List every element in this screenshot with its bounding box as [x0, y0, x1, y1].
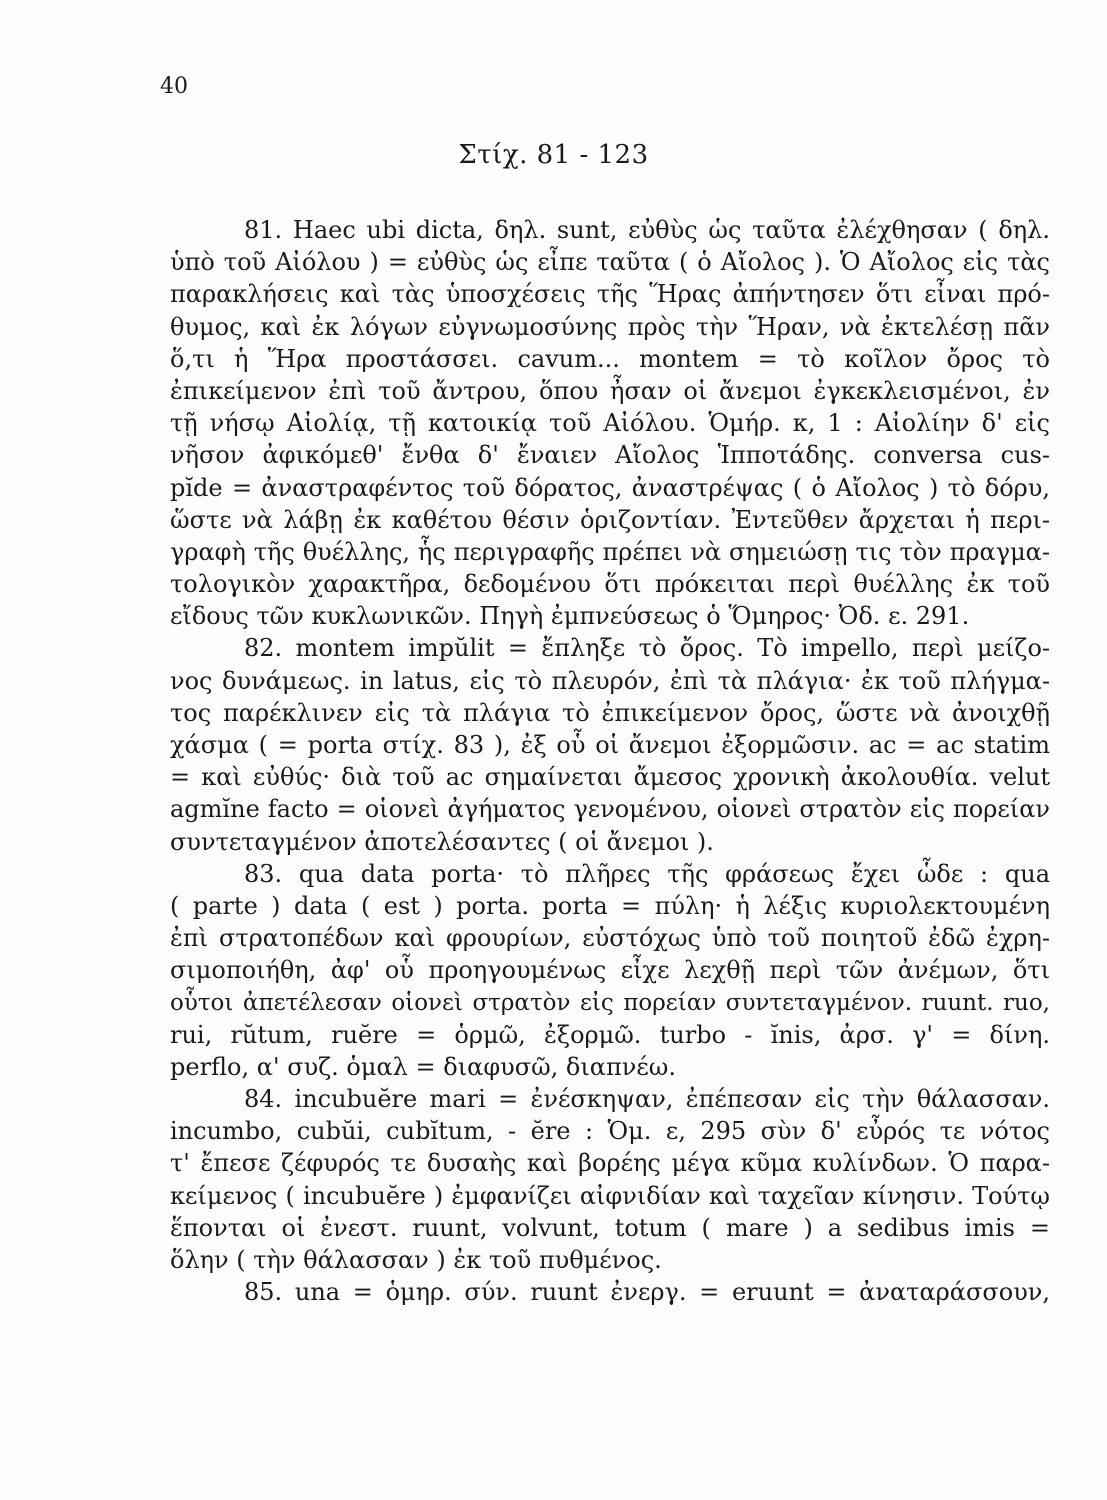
text-line: χάσμα ( = porta στίχ. 83 ), ἐξ οὗ οἱ ἄνεμοι ἐξορμῶσιν. ac = ac statim — [170, 731, 1050, 759]
text-line: 85. una = ὁμηρ. σύν. ruunt ἐνεργ. = eruunt = ἀναταράσσουν, — [244, 1278, 1050, 1307]
text-line: agmĭne facto = οἱονεὶ ἀγήματος γενομένου, οἱονεὶ στρατὸν εἰς πορείαν — [170, 795, 1050, 824]
text-line: παρακλήσεις καὶ τὰς ὑποσχέσεις τῆς Ἥρας ἀπήντησεν ὅτι εἶναι πρό- — [170, 280, 1050, 309]
text-line: εἴδους τῶν κυκλωνικῶν. Πηγὴ ἐμπνεύσεως ὁ Ὅμηρος· Ὀδ. ε. 291. — [170, 602, 970, 631]
text-line: ( parte ) data ( est ) porta. porta = πύλη· ἡ λέξις κυριολεκτουμένη — [170, 891, 1050, 920]
text-line: = καὶ εὐθύς· διὰ τοῦ ac σημαίνεται ἄμεσος χρονικὴ ἀκολουθία. velut — [170, 763, 1050, 792]
text-line: συντεταγμένον ἀποτελέσαντες ( οἱ ἄνεμοι ). — [170, 827, 714, 856]
page-heading: Στίχ. 81 - 123 — [458, 140, 649, 170]
text-line: σιμοποιήθη, ἀφ' οὗ προηγουμένως εἶχε λεχθῇ περὶ τῶν ἀνέμων, ὅτι — [170, 956, 1050, 985]
text-line: κείμενος ( incubuĕre ) ἐμφανίζει αἰφνιδίαν καὶ ταχεῖαν κίνησιν. Τούτῳ — [170, 1181, 1050, 1210]
text-line: τος παρέκλινεν εἰς τὰ πλάγια τὸ ἐπικείμενον ὄρος, ὥστε νὰ ἀνοιχθῇ — [170, 698, 1050, 727]
text-line: 84. incubuĕre mari = ἐνέσκηψαν, ἐπέπεσαν εἰς τὴν θάλασσαν. — [244, 1085, 1050, 1114]
text-line: τ' ἔπεσε ζέφυρός τε δυσαὴς καὶ βορέης μέγα κῦμα κυλίνδων. Ὁ παρα- — [170, 1149, 1050, 1178]
text-line: rui, rŭtum, ruĕre = ὁρμῶ, ἐξορμῶ. turbo - ĭnis, ἀρσ. γ' = δίνη. — [170, 1020, 1050, 1049]
text-line: τῇ νήσῳ Αἰολίᾳ, τῇ κατοικίᾳ τοῦ Αἰόλου. Ὁμήρ. κ, 1 : Αἰολίην δ' εἰς — [170, 409, 1050, 438]
commentary-text — [170, 214, 1050, 1308]
text-line: perflo, α' συζ. ὁμαλ = διαφυσῶ, διαπνέω. — [170, 1052, 676, 1081]
text-line: γραφὴ τῆς θυέλλης, ἧς περιγραφῆς πρέπει νὰ σημειώσῃ τις τὸν πραγμα- — [170, 537, 1050, 566]
text-line: 81. Haec ubi dicta, δηλ. sunt, εὐθὺς ὡς ταῦτα ἐλέχθησαν ( δηλ. — [244, 216, 1050, 244]
text-line: ἕπονται οἱ ἐνεστ. ruunt, volvunt, totum ( mare ) a sedibus imis = — [170, 1213, 1050, 1242]
text-line: 83. qua data porta· τὸ πλῆρες τῆς φράσεως ἔχει ὧδε : qua — [244, 859, 1050, 888]
text-line: οὗτοι ἀπετέλεσαν οἱονεὶ στρατὸν εἰς πορείαν συντεταγμένον. ruunt. ruo, — [170, 989, 1050, 1016]
text-line: ἐπὶ στρατοπέδων καὶ φρουρίων, εὐστόχως ὑπὸ τοῦ ποιητοῦ ἐδῶ ἐχρη- — [170, 924, 1050, 953]
text-line: ὥστε νὰ λάβῃ ἐκ καθέτου θέσιν ὁριζοντίαν. Ἐντεῦθεν ἄρχεται ἡ περι- — [170, 505, 1050, 534]
text-line: ὅ,τι ἡ Ἥρα προστάσσει. cavum... montem = τὸ κοῖλον ὄρος τὸ — [170, 344, 1050, 373]
page-number: 40 — [160, 74, 188, 99]
text-line: pĭde = ἀναστραφέντος τοῦ δόρατος, ἀναστρέψας ( ὁ Αἴολος ) τὸ δόρυ, — [170, 473, 1050, 502]
text-line: incumbo, cubŭi, cubĭtum, - ĕre : Ὁμ. ε, 295 σὺν δ' εὖρός τε νότος — [170, 1117, 1050, 1146]
text-line: θυμος, καὶ ἐκ λόγων εὐγνωμοσύνης πρὸς τὴν Ἥραν, νὰ ἐκτελέσῃ πᾶν — [170, 312, 1050, 341]
text-line: ὅλην ( τὴν θάλασσαν ) ἐκ τοῦ πυθμένος. — [170, 1246, 662, 1274]
text-line: ὑπὸ τοῦ Αἰόλου ) = εὐθὺς ὡς εἶπε ταῦτα ( ὁ Αἴολος ). Ὁ Αἴολος εἰς τὰς — [170, 248, 1050, 277]
text-line: τολογικὸν χαρακτῆρα, δεδομένου ὅτι πρόκειται περὶ θυέλλης ἐκ τοῦ — [170, 570, 1050, 599]
text-line: νῆσον ἀφικόμεθ' ἔνθα δ' ἔναιεν Αἴολος Ἱπποτάδης. conversa cus- — [170, 441, 1050, 470]
text-line: νος δυνάμεως. in latus, εἰς τὸ πλευρόν, ἐπὶ τὰ πλάγια· ἐκ τοῦ πλήγμα- — [170, 666, 1050, 695]
text-line: 82. montem impŭlit = ἔπληξε τὸ ὄρος. Τὸ impello, περὶ μείζο- — [244, 634, 1050, 663]
text-line: ἐπικείμενον ἐπὶ τοῦ ἄντρου, ὅπου ἦσαν οἱ ἄνεμοι ἐγκεκλεισμένοι, ἐν — [170, 376, 1050, 405]
